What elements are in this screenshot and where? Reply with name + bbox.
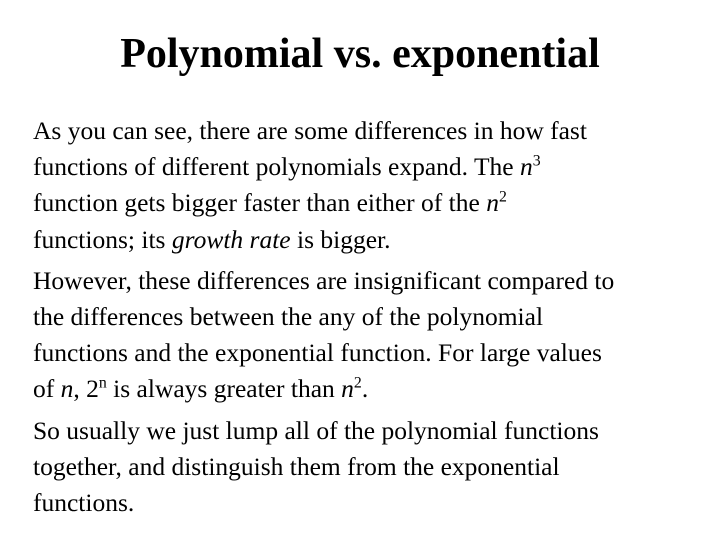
italic-text: n (341, 374, 354, 404)
text-line (33, 371, 703, 407)
text-line (33, 485, 703, 521)
text-run: However, these differences are insignificant compared to (33, 265, 615, 295)
italic-text: n (486, 188, 499, 218)
text-run: is always greater than (106, 374, 342, 404)
body-paragraph (33, 113, 703, 258)
superscript-text: 2 (353, 374, 362, 392)
text-run: functions. (33, 488, 135, 518)
superscript-text: n (98, 374, 107, 392)
body-paragraph (33, 263, 703, 408)
text-line (33, 449, 703, 485)
text-run: functions and the exponential function. For large values (33, 338, 602, 368)
superscript-text: 2 (498, 188, 507, 206)
text-run: of (33, 374, 61, 404)
italic-text: n (60, 374, 74, 404)
text-line (33, 263, 703, 299)
text-run: As you can see, there are some differences in how fast (33, 116, 587, 145)
text-run: function gets bigger faster than either of the (33, 188, 487, 218)
text-line (33, 185, 703, 221)
text-run: functions of different polynomials expand. The (33, 152, 520, 182)
text-line (33, 413, 703, 449)
text-run: together, and distinguish them from the exponential (33, 451, 560, 481)
text-run: the differences between the any of the polynomial (33, 302, 544, 332)
slide-body (33, 113, 703, 521)
text-run: . (361, 374, 369, 404)
body-paragraph (33, 413, 703, 522)
text-line (33, 113, 703, 149)
text-run: So usually we just lump all of the polynomial functions (33, 415, 599, 445)
italic-text: growth rate (171, 224, 291, 254)
text-line (33, 149, 703, 185)
italic-text: n (520, 152, 533, 182)
text-line (33, 299, 703, 335)
superscript-text: 3 (532, 152, 541, 170)
text-run: is bigger. (290, 224, 391, 254)
text-line (33, 335, 703, 371)
text-run: , 2 (73, 374, 99, 404)
text-run: functions; its (33, 224, 172, 254)
text-line (33, 222, 703, 258)
slide-title: Polynomial vs. exponential (120, 31, 600, 77)
